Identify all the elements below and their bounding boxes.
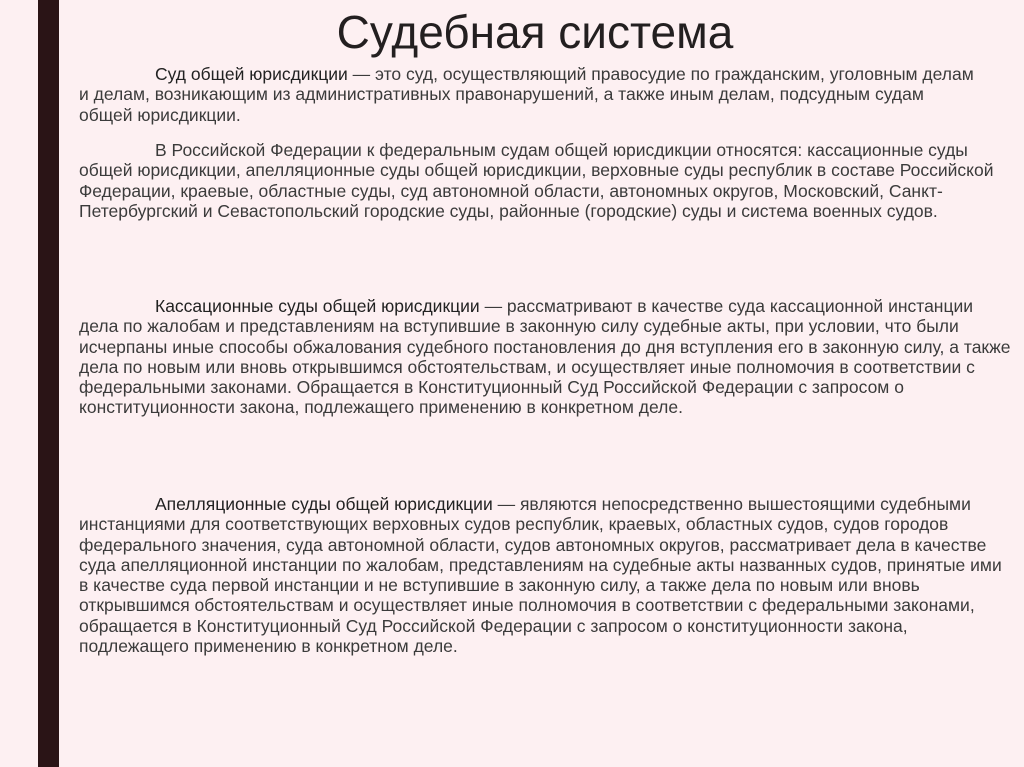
slide-title: Судебная система <box>336 6 734 58</box>
paragraph-term: Кассационные суды общей юрисдикции <box>155 296 480 316</box>
paragraph-cassation-courts <box>79 296 1014 418</box>
left-accent-bar <box>38 0 59 767</box>
paragraph-federal-courts <box>79 140 999 221</box>
paragraph-term: Суд общей юрисдикции <box>155 64 348 84</box>
paragraph-general-jurisdiction <box>79 64 979 125</box>
paragraph-text: В Российской Федерации к федеральным судам общей юрисдикции относятся: кассационные суды общей юрисдикции, апелляционные суды общей юрисдикции, верховные суды республик в составе Российской Федерации, краевые, областные суды, суд автономной области, автономных округов, Московский, Санкт-Петербургский и Севастопольский городские суды, районные (городские) суды и система военных судов. <box>79 140 994 221</box>
paragraph-term: Апелляционные суды общей юрисдикции <box>155 494 493 514</box>
paragraph-text: — это суд, осуществляющий правосудие по гражданским, уголовным делам и делам, возникающим из административных правонарушений, а также иным делам, подсудным судам общей юрисдикции. <box>79 64 974 125</box>
paragraph-text: — рассматривают в качестве суда кассационной инстанции дела по жалобам и представлениям на вступившие в законную силу судебные акты, при условии, что были исчерпаны иные способы обжалования судебного постановления до дня вступления его в законную силу, а также дела по новым или вновь открывшимся обстоятельствам, и осуществляет иные полномочия в соответствии с федеральными законами. Обращается в Конституционный Суд Российской Федерации с запросом о конституционности закона, подлежащего применению в конкретном деле. <box>79 296 1011 418</box>
paragraph-appeal-courts <box>79 494 1014 656</box>
paragraph-text: — являются непосредственно вышестоящими судебными инстанциями для соответствующих верховных судов республик, краевых, областных судов, судов городов федерального значения, суда автономной области, судов автономных округов, рассматривает дела в качестве суда апелляционной инстанции по жалобам, представлениям на судебные акты названных судов, принятые ими в качестве суда первой инстанции и не вступившие в законную силу, а также дела по новым или вновь открывшимся обстоятельствам и осуществляет иные полномочия в соответствии с федеральными законами, обращается в Конституционный Суд Российской Федерации с запросом о конституционности закона, подлежащего применению в конкретном деле. <box>79 494 1002 657</box>
